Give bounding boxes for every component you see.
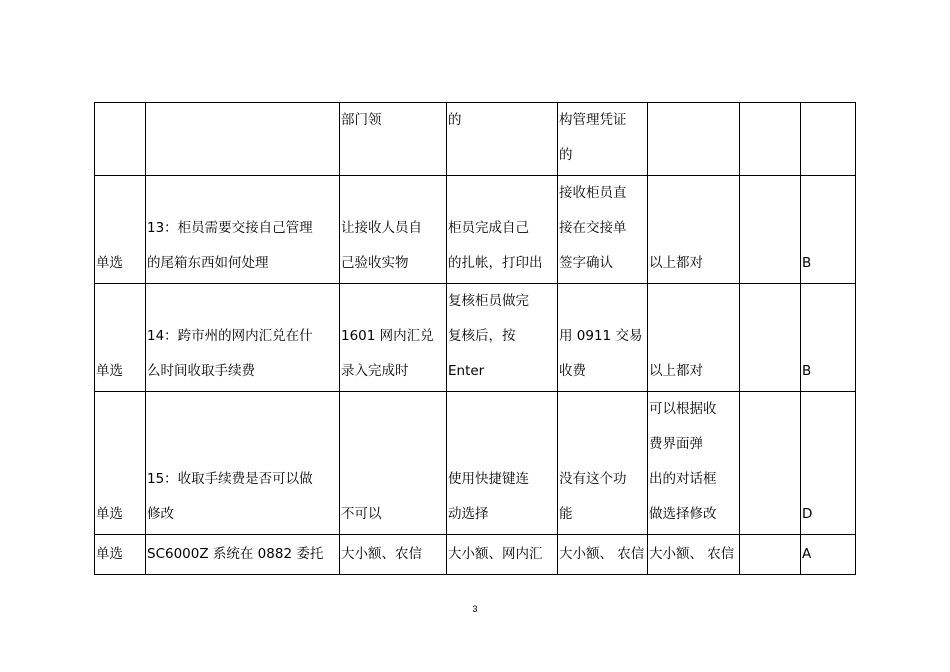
option-a-cell <box>340 284 447 392</box>
cell-line: 签字确认 <box>559 255 613 271</box>
cell-line: 接在交接单 <box>559 220 627 236</box>
cell-line: 修改 <box>147 506 174 522</box>
option-e-cell <box>740 103 801 176</box>
cell-line: Enter <box>448 363 485 379</box>
option-b-cell <box>447 535 558 575</box>
cell-line: 接收柜员直 <box>559 185 627 201</box>
page-number: 3 <box>472 604 478 614</box>
option-b-cell <box>447 392 558 535</box>
cell-line: 的 <box>559 147 573 163</box>
cell-line: 大小额、网内汇 <box>448 546 543 562</box>
cell-line: 的扎帐，打印出 <box>448 255 543 271</box>
option-d-cell <box>648 392 740 535</box>
answer-cell: B <box>801 284 856 392</box>
cell-line: 14：跨市州的网内汇兑在什 <box>147 328 313 344</box>
cell-line: 13：柜员需要交接自己管理 <box>147 220 313 236</box>
cell-line: SC6000Z 系统在 0882 委托 <box>147 546 324 562</box>
question-cell <box>146 535 340 575</box>
table-row <box>95 535 856 575</box>
option-c-cell <box>558 176 648 284</box>
cell-line: 使用快捷键连 <box>448 471 529 487</box>
cell-line: 部门领 <box>341 112 382 128</box>
cell-line: 费界面弹 <box>649 436 703 452</box>
cell-line: 用 0911 交易 <box>559 328 643 344</box>
option-b-cell <box>447 176 558 284</box>
cell-line: 的 <box>448 112 462 128</box>
cell-line: 1601 网内汇兑 <box>341 328 434 344</box>
cell-line: 大小额、 农信 <box>559 546 645 562</box>
cell-line: 能 <box>559 506 573 522</box>
option-d-cell <box>648 284 740 392</box>
option-e-cell <box>740 176 801 284</box>
option-e-cell <box>740 284 801 392</box>
answer-cell: A <box>801 535 856 575</box>
option-e-cell <box>740 535 801 575</box>
type-cell: 单选 <box>95 176 146 284</box>
option-c-cell <box>558 535 648 575</box>
question-cell <box>146 103 340 176</box>
type-cell: 单选 <box>95 284 146 392</box>
cell-line: 以上都对 <box>649 363 703 379</box>
cell-line: 动选择 <box>448 506 489 522</box>
option-b-cell <box>447 103 558 176</box>
question-table <box>94 102 856 575</box>
option-a-cell <box>340 392 447 535</box>
option-d-cell <box>648 535 740 575</box>
type-cell: 单选 <box>95 535 146 575</box>
option-e-cell <box>740 392 801 535</box>
type-cell <box>95 103 146 176</box>
cell-line: 复核后，按 <box>448 328 516 344</box>
option-a-cell <box>340 176 447 284</box>
cell-line: 己验收实物 <box>341 255 409 271</box>
cell-line: 大小额、农信 <box>341 546 422 562</box>
table-row <box>95 176 856 284</box>
cell-line: 收费 <box>559 363 586 379</box>
table-row <box>95 284 856 392</box>
cell-line: 构管理凭证 <box>559 112 627 128</box>
type-cell: 单选 <box>95 392 146 535</box>
cell-line: 不可以 <box>341 506 382 522</box>
cell-line: 复核柜员做完 <box>448 293 529 309</box>
question-cell <box>146 392 340 535</box>
option-c-cell <box>558 392 648 535</box>
cell-line: 做选择修改 <box>649 506 717 522</box>
option-c-cell <box>558 284 648 392</box>
cell-line: 的尾箱东西如何处理 <box>147 255 269 271</box>
cell-line: 可以根据收 <box>649 401 717 417</box>
cell-line: 15：收取手续费是否可以做 <box>147 471 313 487</box>
option-a-cell <box>340 535 447 575</box>
table-row <box>95 103 856 176</box>
option-b-cell <box>447 284 558 392</box>
cell-line: 柜员完成自己 <box>448 220 529 236</box>
cell-line: 让接收人员自 <box>341 220 422 236</box>
question-cell <box>146 176 340 284</box>
cell-line: 出的对话框 <box>649 471 717 487</box>
answer-cell <box>801 103 856 176</box>
cell-line: 么时间收取手续费 <box>147 363 255 379</box>
table-row <box>95 392 856 535</box>
cell-line: 没有这个功 <box>559 471 627 487</box>
cell-line: 大小额、 农信 <box>649 546 735 562</box>
answer-cell: D <box>801 392 856 535</box>
option-d-cell <box>648 103 740 176</box>
option-a-cell <box>340 103 447 176</box>
cell-line: 录入完成时 <box>341 363 409 379</box>
question-cell <box>146 284 340 392</box>
cell-line: 以上都对 <box>649 255 703 271</box>
option-c-cell <box>558 103 648 176</box>
option-d-cell <box>648 176 740 284</box>
answer-cell: B <box>801 176 856 284</box>
